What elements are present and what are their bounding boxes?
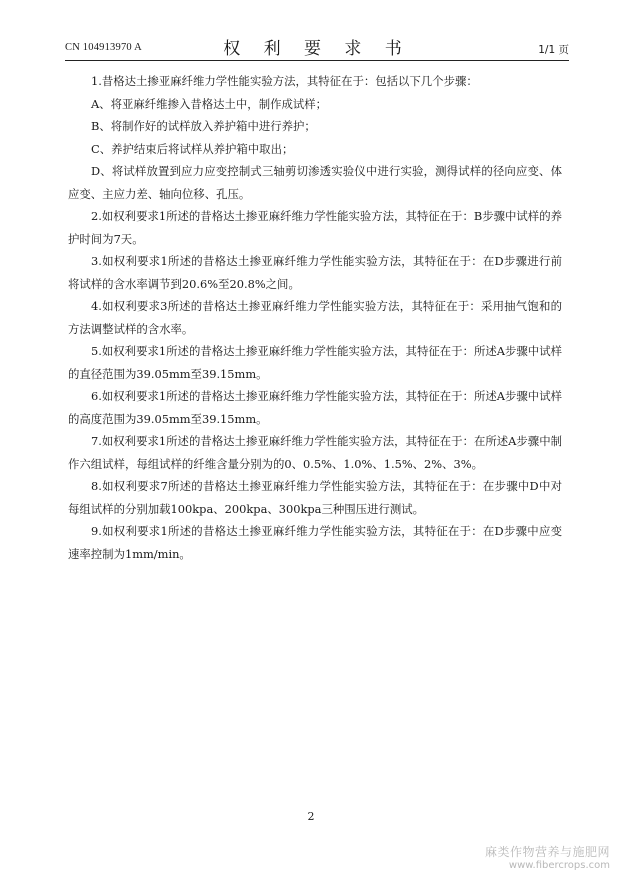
- claim-paragraph: A、将亚麻纤维掺入昔格达土中，制作成试样；: [91, 96, 328, 111]
- watermark-site-name: 麻类作物营养与施肥网: [484, 845, 610, 859]
- claim-paragraph: 4.如权利要求3所述的昔格达土掺亚麻纤维力学性能实验方法，其特征在于：采用抽气饱和的方法调整试样的含水率。: [68, 299, 562, 336]
- claim-paragraph: C、养护结束后将试样从养护箱中取出；: [91, 141, 294, 156]
- claim-paragraph: 9.如权利要求1所述的昔格达土掺亚麻纤维力学性能实验方法，其特征在于：在D步骤中应变速率控制为1mm/min。: [68, 524, 562, 561]
- claim-paragraph: 6.如权利要求1所述的昔格达土掺亚麻纤维力学性能实验方法，其特征在于：所述A步骤中试样的高度范围为39.05mm至39.15mm。: [68, 389, 562, 426]
- claim-paragraph: 7.如权利要求1所述的昔格达土掺亚麻纤维力学性能实验方法，其特征在于：在所述A步骤中制作六组试样，每组试样的纤维含量分别为的0、0.5%、1.0%、1.5%、2%、3%。: [68, 434, 562, 471]
- patent-number: CN 104913970 A: [65, 42, 142, 53]
- claim-paragraph: 3.如权利要求1所述的昔格达土掺亚麻纤维力学性能实验方法，其特征在于：在D步骤进行前将试样的含水率调节到20.6%至20.8%之间。: [68, 254, 562, 291]
- claim-paragraph: D、将试样放置到应力应变控制式三轴剪切渗透实验仪中进行实验，测得试样的径向应变、体应变、主应力差、轴向位移、孔压。: [68, 164, 562, 201]
- header-rule: [65, 60, 569, 61]
- claim-paragraph: 8.如权利要求7所述的昔格达土掺亚麻纤维力学性能实验方法，其特征在于：在步骤中D中对每组试样的分别加载100kpa、200kpa、300kpa三种围压进行测试。: [68, 479, 562, 516]
- claim-paragraph: 1.昔格达土掺亚麻纤维力学性能实验方法，其特征在于：包括以下几个步骤：: [91, 74, 478, 88]
- claim-paragraph: B、将制作好的试样放入养护箱中进行养护；: [91, 119, 316, 133]
- watermark-url: www.fibercrops.com: [508, 860, 610, 871]
- claims-body: [68, 70, 562, 565]
- page-header: [65, 34, 569, 60]
- claim-paragraph: 2.如权利要求1所述的昔格达土掺亚麻纤维力学性能实验方法，其特征在于：B步骤中试样的养护时间为7天。: [68, 209, 562, 246]
- page-info: 1/1 页: [538, 44, 569, 56]
- claim-paragraph: 5.如权利要求1所述的昔格达土掺亚麻纤维力学性能实验方法，其特征在于：所述A步骤中试样的直径范围为39.05mm至39.15mm。: [68, 344, 562, 381]
- page-number: 2: [307, 810, 315, 823]
- document-title: 权 利 要 求 书: [223, 39, 411, 59]
- watermark: [485, 843, 610, 871]
